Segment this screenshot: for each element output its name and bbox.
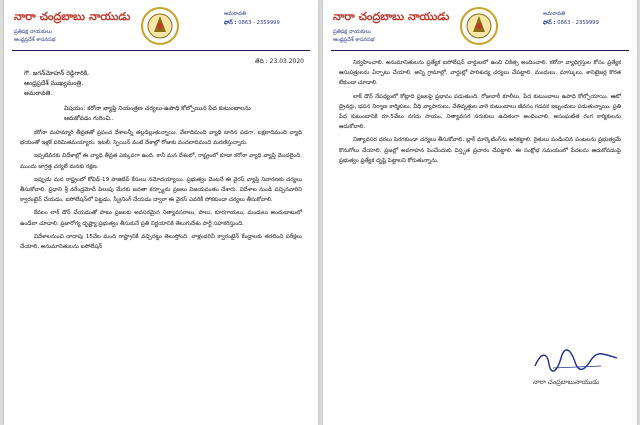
letter-page-1	[4, 0, 318, 425]
body-paragraph: ఇప్పుడు మన రాష్ట్రంలో కోవిడ్-19 పాజిటివ్ కేసులు నమోదయ్యాయి. ప్రభుత్వం వెంటనే ఈ వైరస్ వ్యాప్తి నివారణకు చర్యలు తీసుకోవాలి. ప్రధాని శ్రీ నరేంద్రమోదీ పిలుపు మేరకు జనతా కర్ఫ్యూను ప్రజలు విజయవంతం చేశారు. విదేశాల నుండి వచ్చినవారిని క్వారంటైన్ చేయడం, ఐసోలేషన్‌లో పెట్టడం, స్క్రీనింగ్ చేయడం ద్వారా ఈ వైరస్ ఎవరికీ సోకకుండా చర్యలు తీసుకోవాలి.	[20, 176, 302, 204]
signatory-name: నారా చంద్రబాబునాయుడు	[533, 378, 600, 386]
handwritten-signature	[531, 348, 621, 374]
letterhead-city: అమరావతి	[543, 11, 566, 17]
letter-subject: విషయం: కరోనా వ్యాప్తి నియంత్రణ చర్యలు-ఉపాధి కోల్పోయిన పేద కుటుంబాలను ఆదుకోవడం గురించి..	[64, 105, 251, 122]
body-paragraph: విదేశాలనుంచి దాదాపు 15వేల మంది రాష్ట్రానికి వచ్చినట్టు తెలుస్తోంది. వాళ్లందరినీ క్వారంటైన్ కేంద్రాలకు తరలించి పరీక్షలు చేయాలి, అనుమానితులను ఐసోలేషన్	[20, 233, 302, 251]
letterhead-title: ప్రతిపక్ష నాయకులు	[14, 29, 52, 35]
letterhead-org: ఆంధ్రప్రదేశ్ శాసనసభ	[14, 37, 56, 43]
body-paragraph: కేవలం లాక్ డౌన్ చేయడంతో పాటు ప్రజలకు అవసరమైన నిత్యావసరాలు, పాలు, కూరగాయలు, మందులు అందుబాటులో ఉండేలా చూడాలి. ప్రజారోగ్య దృష్ట్యా ప్రభుత్వం తీసుకునే ప్రతి నిర్ణయానికి తెలుగుదేశం పార్టీ సహకరిస్తుంది.	[20, 210, 302, 227]
phone-label: ఫోన్ :	[543, 20, 556, 26]
state-emblem-icon	[459, 4, 499, 48]
letterhead-name: నారా చంద్రబాబు నాయుడు	[14, 10, 131, 23]
body-paragraph: ఇప్పటివరకు విదేశాల్లో ఈ వ్యాధి తీవ్రత ఎక్కువగా ఉంది. కానీ మన దేశంలో, రాష్ట్రంలో కూడా కరోనా వ్యాధి వ్యాప్తి మొదలైంది. ముందు జాగ్రత్త చర్యలే మనకు రక్షణ.	[20, 153, 302, 170]
letterhead-name: నారా చంద్రబాబు నాయుడు	[333, 10, 450, 23]
letterhead-city: అమరావతి	[224, 11, 247, 17]
letterhead-divider	[12, 50, 310, 51]
addressee-line: గౌ. జగన్‌మోహన్ రెడ్డిగారికి,	[24, 70, 90, 77]
state-emblem-icon	[140, 4, 180, 48]
body-paragraph: నిర్వహించాలి. అనుమానితులను ప్రత్యేక ఐసోలేషన్ వార్డులలో ఉంచి చికిత్స అందించాలి. కరోనా వ్యాధిగ్రస్తుల కోసం ప్రత్యేక ఆసుపత్రులను ఏర్పాటు చేయాలి. అన్ని గ్రామాల్లో, వార్డుల్లో పారిశుద్య చర్యలు చేపట్టాలి. మందులు, మాస్కులు, శానిటైజర్ల కొరత లేకుండా చూడాలి.	[339, 60, 621, 87]
body-paragraph: కరోనా మహమ్మారి తీవ్రతతో ప్రపంచ దేశాలన్నీ తల్లడిల్లుతున్నాయి. వేలాదిమంది వ్యాధి బారిన పడగా, లక్షలాదిమంది వ్యాధి భయంతో ఇళ్లకే పరిమితమయ్యారు. ఇటలీ, స్పెయిన్ వంటి దేశాల్లో రోజుకు వందలాదిమంది మరణిస్తున్నారు.	[20, 130, 302, 147]
addressee-line: అమరావతి.	[24, 90, 53, 97]
letter-date: తేది : 23.03.2020	[254, 58, 304, 65]
phone-label: ఫోన్ :	[224, 20, 237, 26]
letterhead-org: ఆంధ్రప్రదేశ్ శాసనసభ	[333, 37, 375, 43]
letter-page-2	[323, 0, 637, 425]
letterhead-phone-row	[224, 19, 280, 27]
letter-body-page-2	[339, 58, 621, 350]
letterhead-phone-row	[543, 19, 599, 27]
addressee-line: ఆంధ్రప్రదేశ్ ముఖ్యమంత్రి,	[24, 80, 84, 87]
letterhead-title: ప్రతిపక్ష నాయకులు	[333, 29, 371, 35]
letterhead-divider	[331, 50, 629, 51]
phone-number: 0863 - 2359999	[557, 20, 599, 26]
phone-number: 0863 - 2359999	[238, 20, 280, 26]
body-paragraph: లాక్ డౌన్ నేపథ్యంలో కోట్లాది ప్రజలపై ప్రభావం పడుతుంది. రోజువారీ కూలీలు, పేద కుటుంబాలు ఉపాధి కోల్పోయాయి. ఆటో డ్రైవర్లు, భవన నిర్మాణ కార్మికులు, వీధి వ్యాపారులు, చేతివృత్తుల వారి కుటుంబాలు జీవనం గడవక ఇబ్బందులు పడుతున్నాయి. ప్రతి పేద కుటుంబానికి రూ.5వేలు నగదు సాయం, నిత్యావసర సరుకులు ఉచితంగా అందించాలి. అసంఘటిత రంగ కార్మికులను ఆదుకోవాలి.	[339, 93, 621, 131]
letter-body-page-1	[20, 128, 302, 420]
body-paragraph: నిత్యావసర ధరలు పెరగకుండా చర్యలు తీసుకోవాలి. బ్లాక్ మార్కెటింగ్‌ను అరికట్టాలి. రైతులు పండించిన పంటలను ప్రభుత్వమే కొనుగోలు చేయాలి. ప్రజల్లో అవగాహన పెంచేందుకు విస్తృత ప్రచారం చేపట్టాలి. ఈ సంక్షోభ సమయంలో పేదలను ఆదుకోవడంపై ప్రభుత్వం ప్రత్యేక దృష్టి పెట్టాలని కోరుతున్నాను.	[339, 137, 621, 164]
